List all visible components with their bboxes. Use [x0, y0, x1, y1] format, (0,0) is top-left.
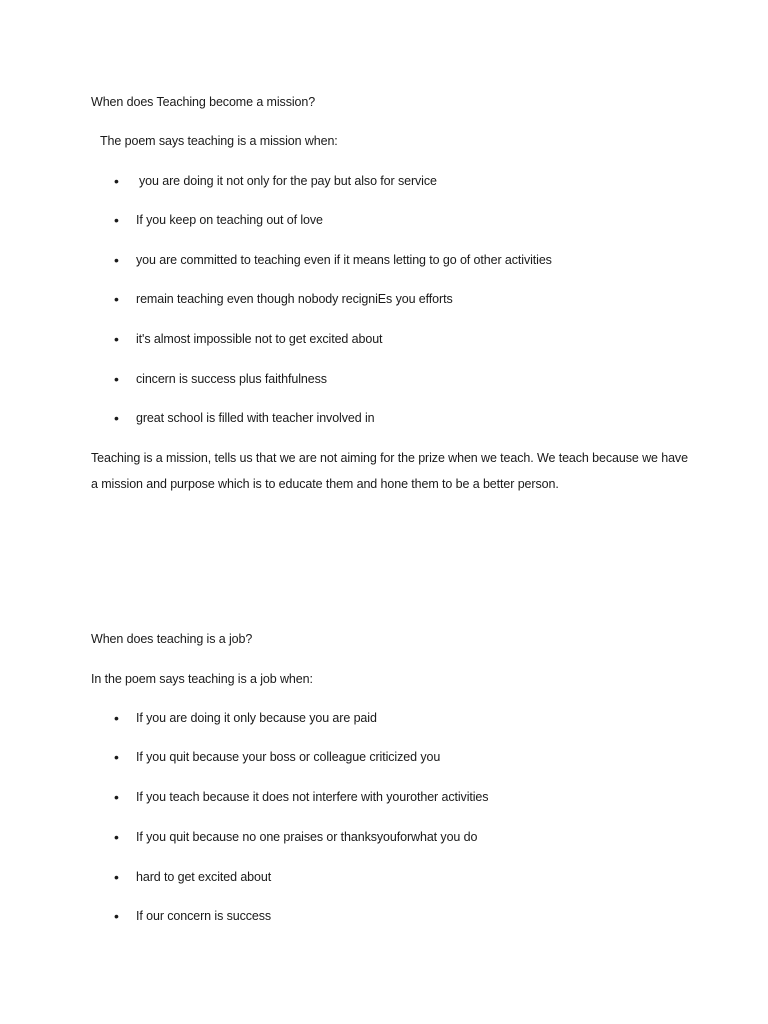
bullet-icon: •	[114, 789, 119, 805]
bullet-icon: •	[114, 829, 119, 845]
section1-heading: When does Teaching become a mission?	[91, 95, 316, 109]
bullet-icon: •	[114, 291, 119, 307]
bullet-icon: •	[114, 869, 119, 885]
list-item-text: hard to get excited about	[136, 870, 272, 884]
list-item-text: If you keep on teaching out of love	[136, 213, 323, 227]
section2-heading: When does teaching is a job?	[91, 632, 253, 646]
bullet-icon: •	[114, 331, 119, 347]
list-item-text: remain teaching even though nobody recigniEs you efforts	[136, 292, 453, 306]
section1-paragraph: Teaching is a mission, tells us that we are not aiming for the prize when we teach. We teach because we have a mission and purpose which is to educate them and hone them to be a better person.	[91, 451, 688, 491]
list-item-text: If you teach because it does not interfere with yourother activities	[136, 790, 489, 804]
bullet-icon: •	[114, 371, 119, 387]
list-item-text: If you quit because no one praises or thanksyouforwhat you do	[136, 830, 478, 844]
list-item-text: you are doing it not only for the pay but also for service	[139, 174, 437, 188]
list-item-text: you are committed to teaching even if it means letting to go of other activities	[136, 253, 552, 267]
list-item-text: great school is filled with teacher involved in	[136, 411, 375, 425]
section1-intro: The poem says teaching is a mission when:	[100, 134, 338, 148]
bullet-icon: •	[114, 410, 119, 426]
list-item-text: cincern is success plus faithfulness	[136, 372, 327, 386]
list-item-text: If you are doing it only because you are paid	[136, 711, 377, 725]
section2-intro: In the poem says teaching is a job when:	[91, 672, 313, 686]
bullet-icon: •	[114, 212, 119, 228]
bullet-icon: •	[114, 908, 119, 924]
bullet-icon: •	[114, 749, 119, 765]
list-item-text: If our concern is success	[136, 909, 272, 923]
bullet-icon: •	[114, 252, 119, 268]
list-item-text: it's almost impossible not to get excited about	[136, 332, 383, 346]
bullet-icon: •	[114, 710, 119, 726]
bullet-icon: •	[114, 173, 119, 189]
list-item-text: If you quit because your boss or colleague criticized you	[136, 750, 441, 764]
